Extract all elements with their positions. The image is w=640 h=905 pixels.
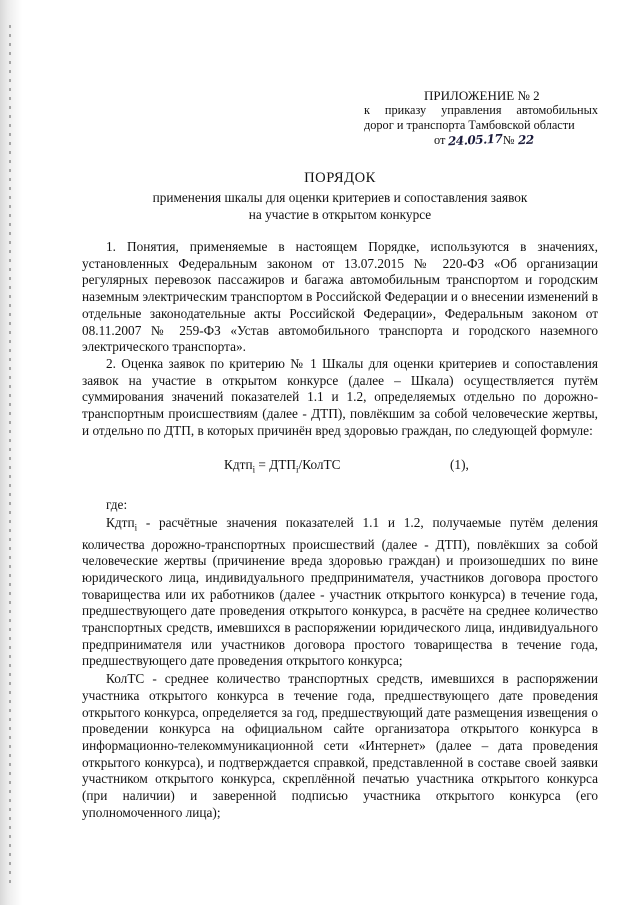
- formula-rhs-rest: /КолТС: [298, 457, 341, 473]
- appendix-line-2: дорог и транспорта Тамбовской области: [364, 118, 575, 132]
- formula-number: (1),: [450, 457, 469, 473]
- document-page: [82, 88, 598, 821]
- formula-lhs-sub: i: [252, 465, 256, 476]
- subtitle-line-2: на участие в открытом конкурсе: [248, 207, 432, 222]
- formula: [82, 457, 598, 475]
- def1-term: Кдтп: [106, 515, 135, 531]
- where-label: где:: [106, 497, 128, 513]
- formula-lhs: Кдтп: [224, 457, 253, 473]
- appendix-line-1: к приказу управления автомобильных: [364, 103, 598, 117]
- formula-rhs-sub: i: [296, 465, 299, 476]
- number-prefix: №: [502, 133, 515, 147]
- appendix-date-line: [364, 133, 598, 148]
- appendix-block: [364, 88, 598, 148]
- formula-expression: [224, 457, 341, 478]
- paragraph-2: 2. Оценка заявок по критерию № 1 Шкалы для оценки критериев и сопоставления заявок на участие в открытом конкурсе (далее – Шкала) осуществляется путём суммирования значений показателей 1.1 и 1.2, определяемых отдельно по дорожно-транспортным происшествиям (далее - ДТП), повлёкшим за собой человеческие жертвы, и отдельно по ДТП, в которых причинён вред здоровью граждан, по следующей формуле:: [82, 355, 598, 438]
- document-title: ПОРЯДОК: [304, 170, 376, 186]
- handwritten-number: 22: [517, 132, 534, 148]
- document-subtitle: [82, 189, 598, 223]
- appendix-title: ПРИЛОЖЕНИЕ № 2: [424, 88, 540, 103]
- handwritten-date: 24.05.17: [448, 131, 504, 149]
- scan-binding-edge: [0, 0, 22, 905]
- definition-kdtp: [82, 515, 598, 670]
- subtitle-line-1: применения шкалы для оценки критериев и сопоставления заявок: [152, 190, 528, 205]
- paragraph-1: 1. Понятия, применяемые в настоящем Порядке, используются в значениях, установленных Федеральным законом от 13.07.2015 № 220-ФЗ «Об организации регулярных перевозок пассажиров и багажа автомобильным транспортом и городским наземным электрическим транспортом в Российской Федерации и о внесении изменений в отдельные законодательные акты Российской Федерации», Федеральным законом от 08.11.2007 № 259-ФЗ «Устав автомобильного транспорта и городского наземного электрического транспорта».: [82, 239, 598, 355]
- date-prefix: от: [434, 133, 446, 147]
- def1-sub: i: [134, 522, 138, 533]
- formula-equals: = ДТП: [255, 457, 297, 473]
- def1-text: - расчётные значения показателей 1.1 и 1.2, получаемые путём деления количества дорожно-транспортных происшествий (далее - ДТП), повлёкших за собой человеческие жертвы (причинение вреда здоровью граждан) и произошедших по вине юридического лица, индивидуального предпринимателя, участников договора простого товарищества или их работников (далее - участник открытого конкурса) в течение года, предшествующего дате проведения открытого конкурса, в расчёте на среднее количество транспортных средств, имевшихся в распоряжении юридического лица, индивидуального предпринимателя или участников договора простого товарищества в течение года, предшествующего дате проведения открытого конкурса;: [82, 515, 598, 669]
- document-body: [82, 239, 598, 821]
- definition-kolts: КолТС - среднее количество транспортных средств, имевшихся в распоряжении участника открытого конкурса в течение года, предшествующего дате проведения открытого конкурса, определяется за год, предшествующий дате размещения извещения о проведении конкурса на официальном сайте организатора открытого конкурса в информационно-телекоммуникационной сети «Интернет» (далее – дата проведения открытого конкурса), и подтверждается справкой, представленной в составе своей заявки участником открытого конкурса, скреплённой печатью участника открытого конкурса (при наличии) и заверенной подписью участника открытого конкурса (его уполномоченного лица);: [82, 671, 598, 820]
